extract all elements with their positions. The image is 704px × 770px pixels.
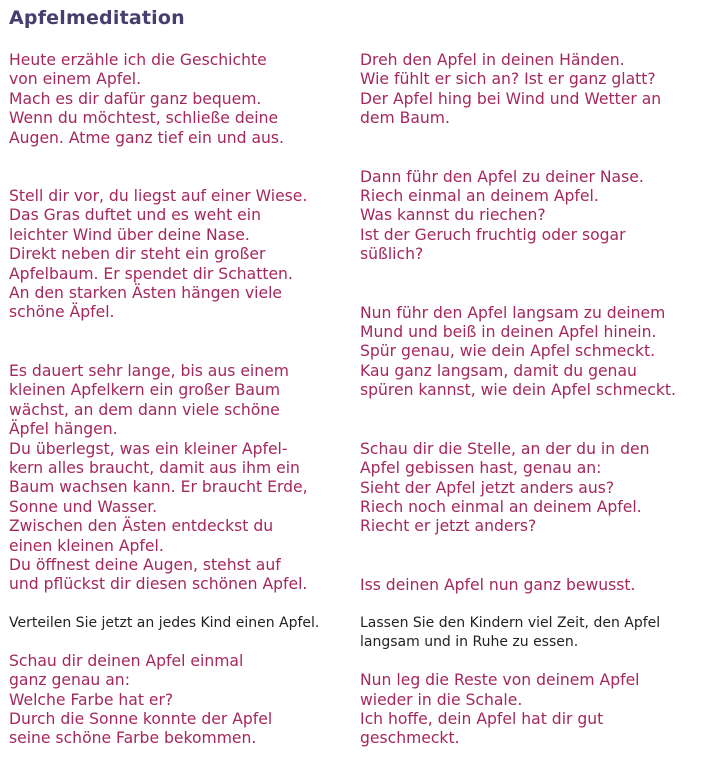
left-column bbox=[9, 51, 354, 749]
paragraph-intro: Heute erzähle ich die Geschichte von einem Apfel. Mach es dir dafür ganz bequem. Wenn du möchtest, schließe deine Augen. Atme ganz tief ein und aus. bbox=[9, 51, 284, 147]
paragraph-tree: Es dauert sehr lange, bis aus einem kleinen Apfelkern ein großer Baum wächst, an dem dann viele schöne Äpfel hängen. Du überlegst, was ein kleiner Apfel- kern alles braucht, damit aus ihm ein Baum wachsen kann. Er braucht Erde, Sonne und Wasser. Zwischen den Ästen entdeckst du einen kleinen Apfel. Du öffnest deine Augen, stehst auf und pflückst dir diesen schönen Apfel. bbox=[9, 361, 308, 594]
paragraph-touch: Dreh den Apfel in deinen Händen. Wie fühlt er sich an? Ist er ganz glatt? Der Apfel hing bei Wind und Wetter an dem Baum. bbox=[360, 51, 662, 128]
paragraph-smell: Dann führ den Apfel zu deiner Nase. Riech einmal an deinem Apfel. Was kannst du riechen? Ist der Geruch fruchtig oder sogar süßlich? bbox=[360, 167, 644, 264]
paragraph-end: Nun leg die Reste von deinem Apfel wieder in die Schale. Ich hoffe, dein Apfel hat dir gut geschmeckt. bbox=[360, 671, 640, 748]
paragraph-taste: Nun führ den Apfel langsam zu deinem Mund und beiß in deinen Apfel hinein. Spür genau, wie dein Apfel schmeckt. Kau ganz langsam, damit du genau spüren kannst, wie dein Apfel schmeckt. bbox=[360, 303, 676, 400]
paragraph-meadow: Stell dir vor, du liegst auf einer Wiese. Das Gras duftet und es weht ein leichter Wind über deine Nase. Direkt neben dir steht ein großer Apfelbaum. Er spendet dir Schatten. An den starken Ästen hängen viele schöne Äpfel. bbox=[9, 187, 308, 322]
instruction-note-time: Lassen Sie den Kindern viel Zeit, den Apfel langsam und in Ruhe zu essen. bbox=[360, 615, 661, 651]
paragraph-bite: Schau dir die Stelle, an der du in den Apfel gebissen hast, genau an: Sieht der Apfel jetzt anders aus? Riech noch einmal an deinem Apfel. Riecht er jetzt anders? bbox=[360, 439, 650, 536]
right-column bbox=[360, 51, 704, 749]
paragraph-eat: Iss deinen Apfel nun ganz bewusst. bbox=[360, 575, 636, 594]
paragraph-look: Schau dir deinen Apfel einmal ganz genau an: Welche Farbe hat er? Durch die Sonne konnte der Apfel seine schöne Farbe bekommen. bbox=[9, 651, 273, 748]
instruction-note-distribute: Verteilen Sie jetzt an jedes Kind einen Apfel. bbox=[9, 614, 320, 631]
page-title: Apfelmeditation bbox=[9, 7, 185, 29]
